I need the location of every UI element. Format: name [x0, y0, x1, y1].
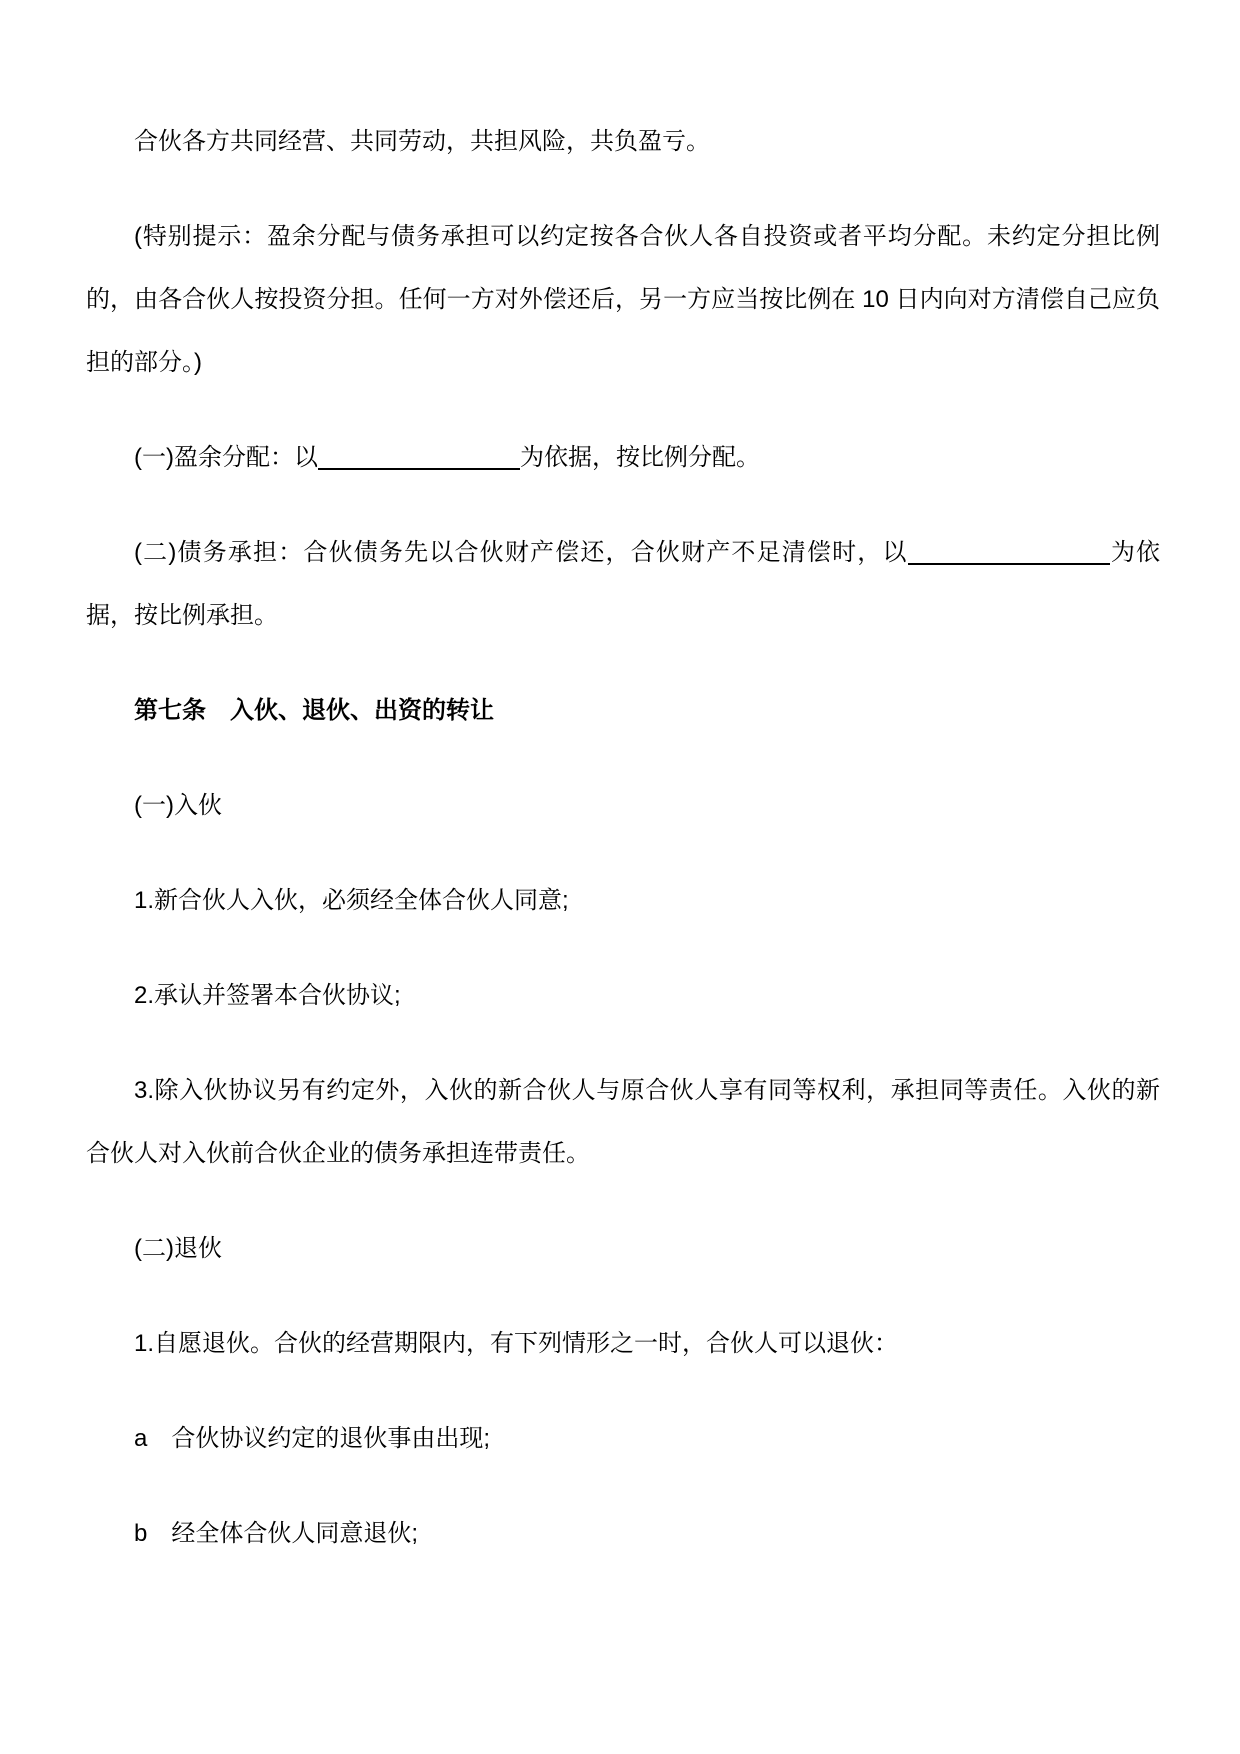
para-withdraw-item-1: 1.自愿退伙。合伙的经营期限内，有下列情形之一时，合伙人可以退伙： [134, 1330, 899, 1357]
para-join-item-3: 3.除入伙协议另有约定外，入伙的新合伙人与原合伙人享有同等权利，承担同等责任。入伙的新合伙人对入伙前合伙企业的债务承担连带责任。 [86, 1077, 1160, 1167]
para-join-item-2: 2.承认并签署本合伙协议; [134, 982, 401, 1009]
para-joint-operation: 合伙各方共同经营、共同劳动，共担风险，共负盈亏。 [134, 128, 710, 155]
para-join-subheading: (一)入伙 [134, 792, 222, 819]
para-special-note: (特别提示：盈余分配与债务承担可以约定按各合伙人各自投资或者平均分配。未约定分担比例的，由各合伙人按投资分担。任何一方对外偿还后，另一方应当按比例在 10 日内向对方清偿自己应负担的部分。) [86, 223, 1160, 376]
debt-assumption-text-after: 为依据，按比例承担。 [86, 539, 1161, 629]
para-profit-distribution [86, 426, 1160, 489]
debt-assumption-text-before: (二)债务承担：合伙债务先以合伙财产偿还，合伙财产不足清偿时，以 [134, 539, 908, 566]
debt-basis-fill-in-blank [908, 563, 1110, 565]
para-join-item-1: 1.新合伙人入伙，必须经全体合伙人同意; [134, 887, 569, 914]
profit-distribution-text-before: (一)盈余分配：以 [134, 444, 318, 471]
para-withdraw-item-b: b 经全体合伙人同意退伙; [134, 1520, 419, 1547]
profit-basis-fill-in-blank [318, 468, 520, 470]
para-debt-assumption [86, 521, 1160, 647]
para-withdraw-item-a: a 合伙协议约定的退伙事由出现; [134, 1425, 491, 1452]
profit-distribution-text-after: 为依据，按比例分配。 [519, 444, 760, 471]
para-withdraw-subheading: (二)退伙 [134, 1235, 222, 1262]
heading-article-7: 第七条 入伙、退伙、出资的转让 [134, 697, 494, 724]
